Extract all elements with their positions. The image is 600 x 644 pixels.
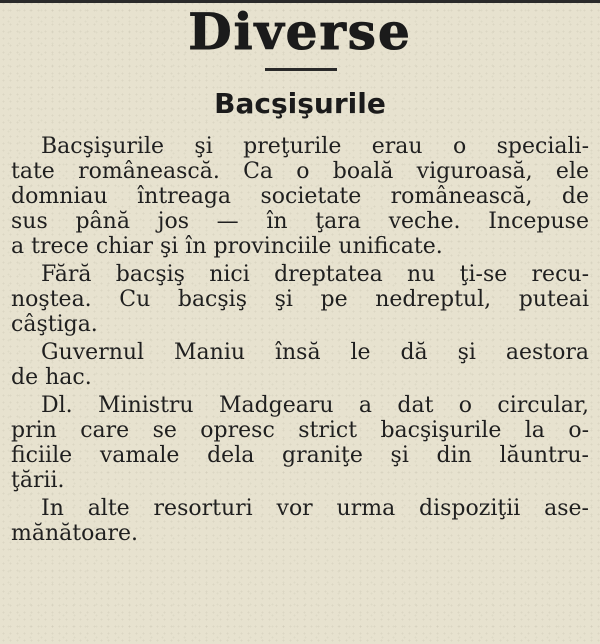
text-line: domniau întreaga societate românească, de xyxy=(11,184,589,209)
text-line: prin care se opresc strict bacşişurile la o- xyxy=(11,418,589,443)
text-line: sus până jos — în ţara veche. Incepuse xyxy=(11,209,589,234)
paragraph xyxy=(11,340,589,390)
text-line: ţării. xyxy=(11,468,65,493)
text-line: ficiile vamale dela graniţe şi din lăuntru- xyxy=(11,443,589,468)
title-divider xyxy=(265,68,337,71)
paragraph xyxy=(11,393,589,493)
text-line: mănătoare. xyxy=(11,521,138,546)
article-title: Bacşişurile xyxy=(214,87,386,120)
text-line: noştea. Cu bacşiş şi pe nedreptul, puteai xyxy=(11,287,589,312)
text-line: In alte resorturi vor urma dispoziţii ase- xyxy=(41,496,589,521)
text-line: Bacşişurile şi preţurile erau o speciali- xyxy=(41,134,589,159)
text-line: a trece chiar şi în provinciile unificate. xyxy=(11,234,443,259)
text-line: Dl. Ministru Madgearu a dat o circular, xyxy=(41,393,589,418)
paragraph xyxy=(11,134,589,259)
article-body xyxy=(11,134,589,546)
text-line: tate românească. Ca o boală viguroasă, ele xyxy=(11,159,589,184)
text-line: de hac. xyxy=(11,365,92,390)
text-line: câştiga. xyxy=(11,312,98,337)
paragraph xyxy=(11,262,589,337)
paragraph xyxy=(11,496,589,546)
section-title: Diverse xyxy=(188,2,412,61)
text-line: Guvernul Maniu însă le dă şi aestora xyxy=(41,340,589,365)
text-line: Fără bacşiş nici dreptatea nu ţi-se recu- xyxy=(41,262,589,287)
